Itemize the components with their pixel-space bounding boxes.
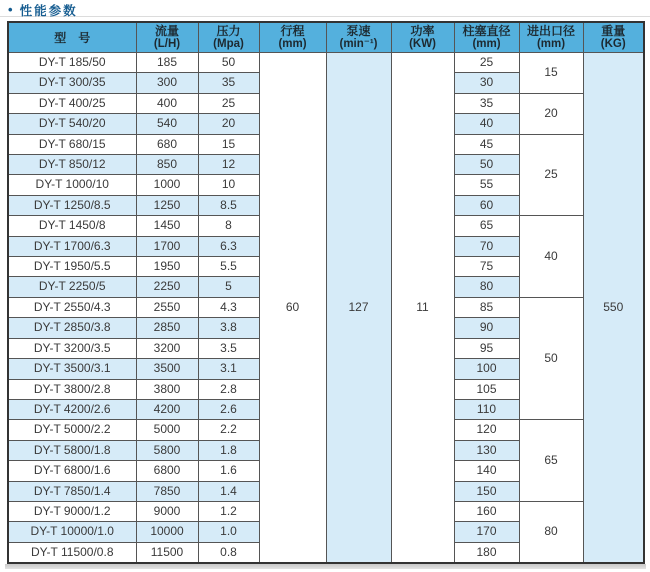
flow-cell: 3200	[136, 338, 198, 358]
inlet-outlet-cell: 20	[519, 93, 583, 134]
column-header-label: 柱塞直径	[462, 24, 511, 38]
plunger-cell: 85	[454, 297, 519, 317]
model-cell: DY-T 1450/8	[8, 216, 136, 236]
flow-cell: 3500	[136, 359, 198, 379]
flow-cell: 1250	[136, 195, 198, 215]
column-header	[136, 22, 198, 53]
pressure-cell: 50	[198, 53, 259, 73]
flow-cell: 1450	[136, 216, 198, 236]
pressure-cell: 3.1	[198, 359, 259, 379]
pressure-cell: 1.0	[198, 522, 259, 542]
model-cell: DY-T 540/20	[8, 114, 136, 134]
model-cell: DY-T 2250/5	[8, 277, 136, 297]
table-header	[8, 22, 644, 53]
performance-table	[7, 21, 645, 564]
model-cell: DY-T 1250/8.5	[8, 195, 136, 215]
pressure-cell: 6.3	[198, 236, 259, 256]
column-header	[519, 22, 583, 53]
pressure-cell: 3.5	[198, 338, 259, 358]
model-cell: DY-T 6800/1.6	[8, 461, 136, 481]
power-cell: 11	[391, 53, 454, 564]
inlet-outlet-cell: 80	[519, 501, 583, 563]
plunger-cell: 30	[454, 73, 519, 93]
model-cell: DY-T 3200/3.5	[8, 338, 136, 358]
plunger-cell: 50	[454, 155, 519, 175]
plunger-cell: 45	[454, 134, 519, 154]
model-cell: DY-T 1950/5.5	[8, 257, 136, 277]
plunger-cell: 55	[454, 175, 519, 195]
column-header-unit: (mm)	[536, 38, 566, 50]
pressure-cell: 2.2	[198, 420, 259, 440]
bullet-icon: •	[8, 2, 13, 17]
plunger-cell: 90	[454, 318, 519, 338]
speed-cell: 127	[326, 53, 391, 564]
pressure-cell: 1.2	[198, 501, 259, 521]
flow-cell: 400	[136, 93, 198, 113]
pressure-cell: 20	[198, 114, 259, 134]
pressure-cell: 3.8	[198, 318, 259, 338]
plunger-cell: 75	[454, 257, 519, 277]
flow-cell: 9000	[136, 501, 198, 521]
model-cell: DY-T 3500/3.1	[8, 359, 136, 379]
model-cell: DY-T 7850/1.4	[8, 481, 136, 501]
plunger-cell: 110	[454, 399, 519, 419]
plunger-cell: 160	[454, 501, 519, 521]
pressure-cell: 8.5	[198, 195, 259, 215]
column-header-unit: (L/H)	[153, 38, 181, 50]
inlet-outlet-cell: 25	[519, 134, 583, 216]
pressure-cell: 5	[198, 277, 259, 297]
plunger-cell: 100	[454, 359, 519, 379]
model-cell: DY-T 400/25	[8, 93, 136, 113]
model-cell: DY-T 2550/4.3	[8, 297, 136, 317]
pressure-cell: 10	[198, 175, 259, 195]
column-header	[198, 22, 259, 53]
plunger-cell: 70	[454, 236, 519, 256]
flow-cell: 540	[136, 114, 198, 134]
model-cell: DY-T 10000/1.0	[8, 522, 136, 542]
column-header-label: 泵速	[346, 24, 371, 38]
plunger-cell: 60	[454, 195, 519, 215]
inlet-outlet-cell: 40	[519, 216, 583, 298]
column-header-unit: (KW)	[409, 38, 436, 50]
model-cell: DY-T 850/12	[8, 155, 136, 175]
table-body	[8, 53, 644, 564]
pressure-cell: 5.5	[198, 257, 259, 277]
flow-cell: 850	[136, 155, 198, 175]
column-header-unit: (Mpa)	[213, 38, 244, 50]
pressure-cell: 1.6	[198, 461, 259, 481]
model-cell: DY-T 4200/2.6	[8, 399, 136, 419]
plunger-cell: 25	[454, 53, 519, 73]
model-cell: DY-T 185/50	[8, 53, 136, 73]
header-row	[8, 22, 644, 53]
pressure-cell: 2.8	[198, 379, 259, 399]
column-header-label: 流量	[154, 24, 179, 38]
model-cell: DY-T 11500/0.8	[8, 542, 136, 563]
model-cell: DY-T 5000/2.2	[8, 420, 136, 440]
flow-cell: 2850	[136, 318, 198, 338]
model-cell: DY-T 3800/2.8	[8, 379, 136, 399]
bottom-shadow	[5, 564, 646, 569]
plunger-cell: 105	[454, 379, 519, 399]
plunger-cell: 120	[454, 420, 519, 440]
pressure-cell: 8	[198, 216, 259, 236]
plunger-cell: 65	[454, 216, 519, 236]
flow-cell: 4200	[136, 399, 198, 419]
section-title	[0, 0, 650, 17]
plunger-cell: 180	[454, 542, 519, 563]
column-header-label: 行程	[280, 24, 305, 38]
column-header-label: 压力	[216, 24, 241, 38]
plunger-cell: 170	[454, 522, 519, 542]
flow-cell: 6800	[136, 461, 198, 481]
plunger-cell: 40	[454, 114, 519, 134]
column-header-label: 重量	[601, 24, 626, 38]
plunger-cell: 140	[454, 461, 519, 481]
column-header-label: 功率	[410, 24, 435, 38]
pressure-cell: 2.6	[198, 399, 259, 419]
pressure-cell: 35	[198, 73, 259, 93]
flow-cell: 2250	[136, 277, 198, 297]
plunger-cell: 150	[454, 481, 519, 501]
flow-cell: 5800	[136, 440, 198, 460]
model-cell: DY-T 2850/3.8	[8, 318, 136, 338]
flow-cell: 10000	[136, 522, 198, 542]
model-cell: DY-T 1700/6.3	[8, 236, 136, 256]
flow-cell: 3800	[136, 379, 198, 399]
column-header-unit: (min⁻¹)	[339, 38, 378, 50]
flow-cell: 11500	[136, 542, 198, 563]
flow-cell: 7850	[136, 481, 198, 501]
flow-cell: 1950	[136, 257, 198, 277]
flow-cell: 300	[136, 73, 198, 93]
flow-cell: 1700	[136, 236, 198, 256]
table-row	[8, 53, 644, 73]
pressure-cell: 25	[198, 93, 259, 113]
flow-cell: 185	[136, 53, 198, 73]
inlet-outlet-cell: 50	[519, 297, 583, 419]
model-cell: DY-T 1000/10	[8, 175, 136, 195]
model-cell: DY-T 300/35	[8, 73, 136, 93]
stroke-cell: 60	[259, 53, 326, 564]
weight-cell: 550	[583, 53, 644, 564]
inlet-outlet-cell: 15	[519, 53, 583, 94]
model-cell: DY-T 5800/1.8	[8, 440, 136, 460]
column-header-unit: (mm)	[472, 38, 501, 50]
pressure-cell: 1.4	[198, 481, 259, 501]
flow-cell: 680	[136, 134, 198, 154]
column-header	[391, 22, 454, 53]
plunger-cell: 130	[454, 440, 519, 460]
column-header	[8, 22, 136, 53]
pressure-cell: 15	[198, 134, 259, 154]
pressure-cell: 0.8	[198, 542, 259, 563]
column-header-label: 型 号	[54, 30, 91, 45]
model-cell: DY-T 680/15	[8, 134, 136, 154]
plunger-cell: 35	[454, 93, 519, 113]
plunger-cell: 95	[454, 338, 519, 358]
column-header	[326, 22, 391, 53]
section-title-text: 性能参数	[19, 4, 78, 18]
plunger-cell: 80	[454, 277, 519, 297]
flow-cell: 5000	[136, 420, 198, 440]
pressure-cell: 4.3	[198, 297, 259, 317]
column-header	[259, 22, 326, 53]
flow-cell: 2550	[136, 297, 198, 317]
flow-cell: 1000	[136, 175, 198, 195]
column-header-unit: (KG)	[600, 38, 626, 50]
column-header-label: 进出口径	[526, 24, 575, 38]
pressure-cell: 1.8	[198, 440, 259, 460]
pressure-cell: 12	[198, 155, 259, 175]
column-header-unit: (mm)	[278, 38, 307, 50]
inlet-outlet-cell: 65	[519, 420, 583, 502]
model-cell: DY-T 9000/1.2	[8, 501, 136, 521]
column-header	[583, 22, 644, 53]
column-header	[454, 22, 519, 53]
